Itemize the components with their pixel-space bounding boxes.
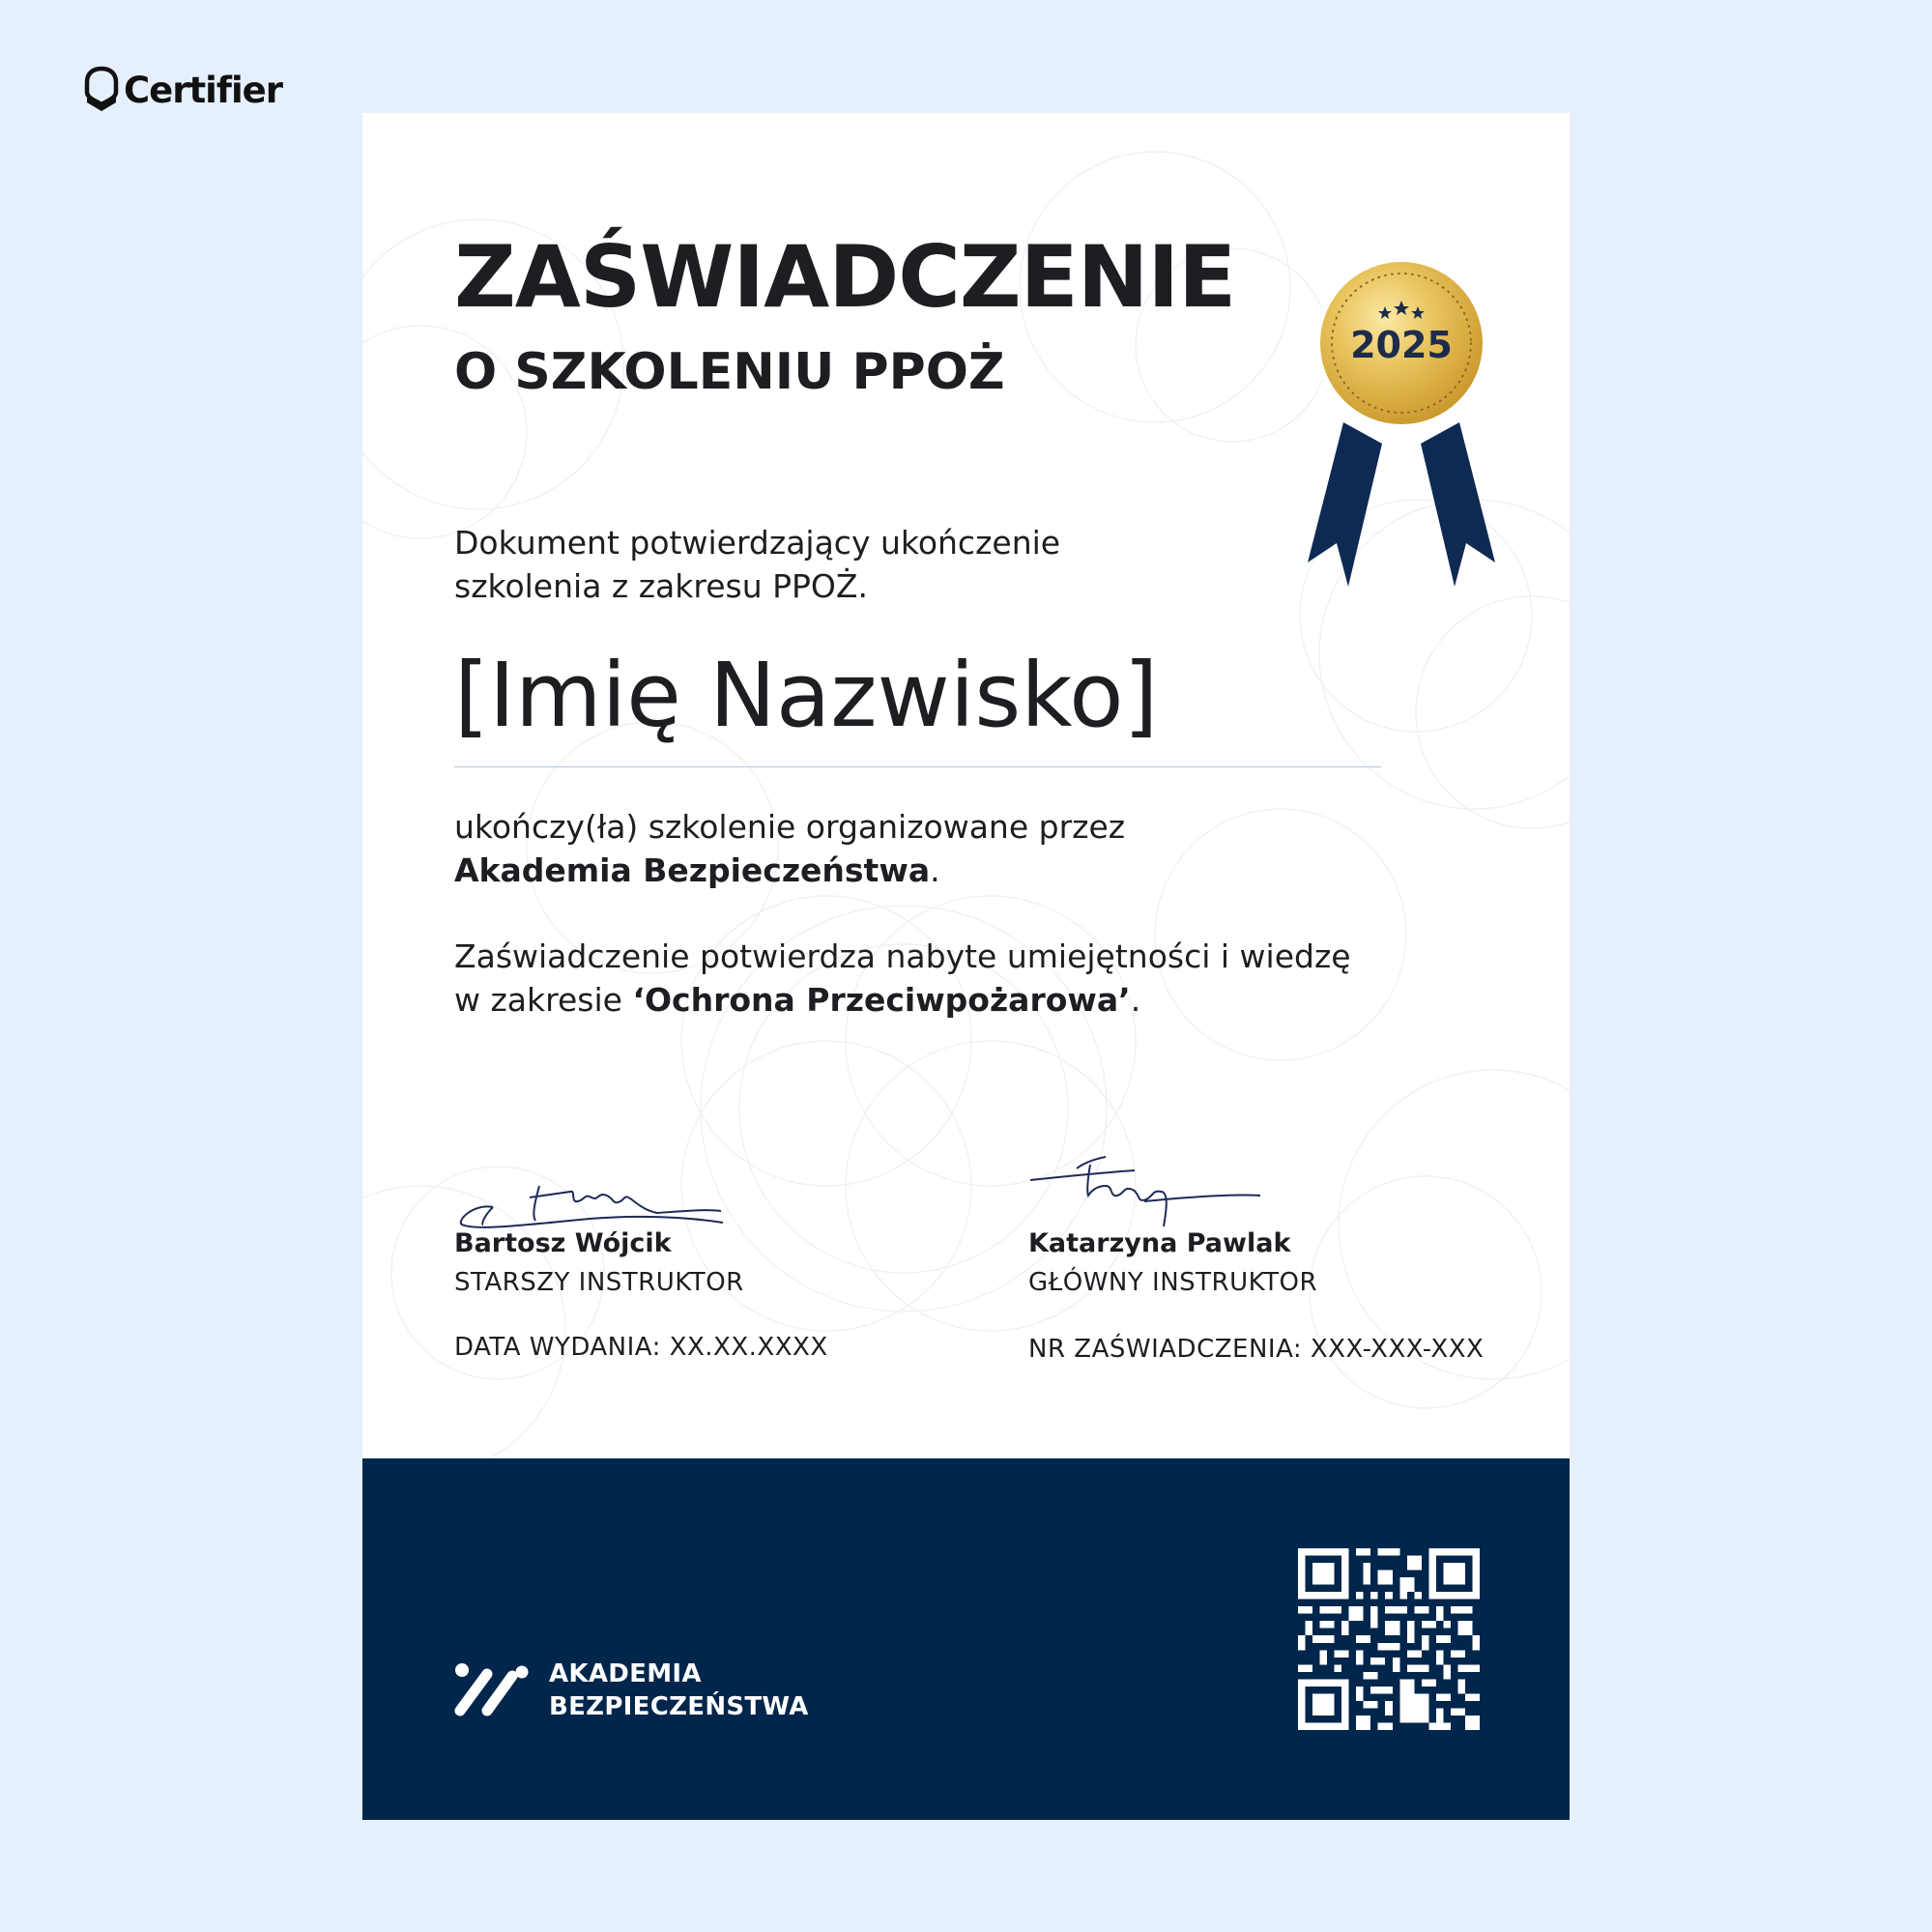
- certifier-logo-icon: [83, 66, 120, 114]
- certificate-subtitle: O SZKOLENIU PPOŻ: [454, 343, 1005, 401]
- signature-left: [454, 1147, 725, 1228]
- confirmation-suffix: .: [1130, 981, 1141, 1019]
- akademia-name-line-2: BEZPIECZEŃSTWA: [549, 1692, 809, 1721]
- akademia-name: [549, 1658, 809, 1723]
- signatory-name-1: Bartosz Wójcik: [454, 1228, 672, 1258]
- signatory-role-2: GŁÓWNY INSTRUKTOR: [1028, 1268, 1318, 1297]
- completion-line: ukończy(ła) szkolenie organizowane przez: [454, 808, 1126, 846]
- signature-block-left: [454, 1147, 879, 1297]
- name-underline: [454, 766, 1381, 767]
- signature-block-right: [1028, 1147, 1454, 1297]
- brand-logo: [83, 66, 282, 114]
- completion-text: [454, 805, 1125, 892]
- organizer-line: [454, 849, 1125, 892]
- signatory-name-2: Katarzyna Pawlak: [1028, 1228, 1291, 1258]
- signature-right: [1028, 1147, 1299, 1228]
- organizer-suffix: .: [930, 851, 940, 889]
- confirmation-prefix: w zakresie: [454, 981, 633, 1019]
- ribbon-left: [1308, 422, 1382, 587]
- medal-year: 2025: [1350, 324, 1453, 366]
- certificate-title: ZAŚWIADCZENIE: [454, 227, 1236, 327]
- confirmation-line-2: [454, 978, 1351, 1022]
- issue-date: DATA WYDANIA: XX.XX.XXXX: [454, 1333, 828, 1362]
- akademia-logo-icon: [454, 1662, 530, 1718]
- ribbon-right: [1421, 422, 1495, 587]
- course-name: ‘Ochrona Przeciwpożarowa’: [632, 981, 1131, 1019]
- intro-line-2: szkolenia z zakresu PPOŻ.: [454, 567, 868, 605]
- confirmation-line-1: Zaświadczenie potwierdza nabyte umiejętności i wiedzę: [454, 937, 1351, 975]
- recipient-name: [Imię Nazwisko]: [454, 644, 1159, 747]
- certificate-number: NR ZAŚWIADCZENIA: XXX-XXX-XXX: [1028, 1335, 1485, 1364]
- intro-text: [454, 521, 1060, 608]
- intro-line-1: Dokument potwierdzający ukończenie: [454, 524, 1061, 562]
- award-medal: [1300, 229, 1503, 596]
- brand-name: Certifier: [124, 69, 282, 111]
- akademia-logo: [454, 1658, 809, 1723]
- qr-code-icon: [1298, 1548, 1480, 1730]
- certificate-paper: [362, 113, 1570, 1820]
- organizer-name: Akademia Bezpieczeństwa: [454, 851, 931, 889]
- certificate-footer: [362, 1458, 1570, 1820]
- signatory-role-1: STARSZY INSTRUKTOR: [454, 1268, 744, 1297]
- akademia-name-line-1: AKADEMIA: [549, 1659, 702, 1688]
- confirmation-text: [454, 935, 1351, 1022]
